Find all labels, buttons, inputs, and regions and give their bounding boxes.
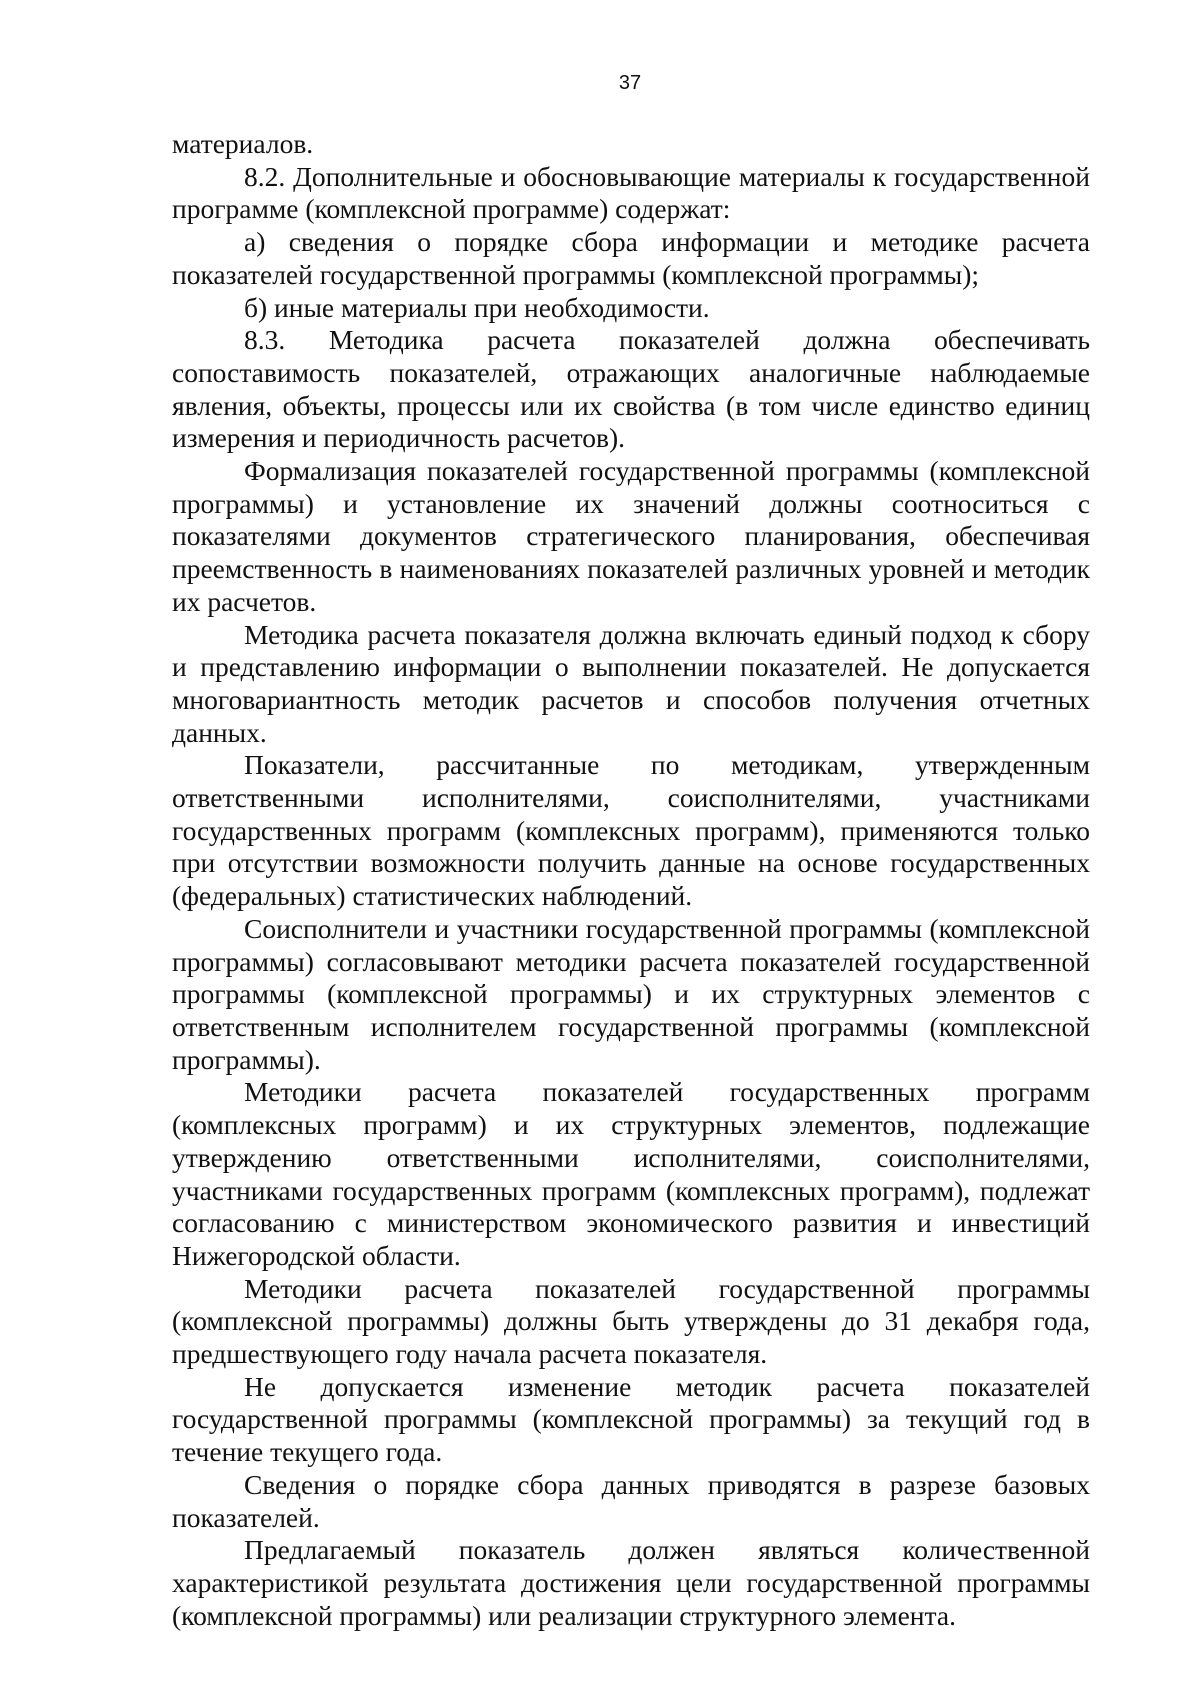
paragraph-approval: Методики расчета показателей государственных программ (комплексных программ) и их структурных элементов, подлежащие утверждению ответственными исполнителями, соисполнителями, участниками государственных программ (комплексных программ), подлежат согласованию с министерством экономического развития и инвестиций Нижегородской области. [172,1076,1090,1271]
paragraph-indicators: Показатели, рассчитанные по методикам, утвержденным ответственными исполнителями, соисполнителями, участниками государственных программ (комплексных программ), применяются только при отсутствии возможности получить данные на основе государственных (федеральных) статистических наблюдений. [172,749,1090,912]
paragraph-methodology: Методика расчета показателя должна включать единый подход к сбору и представлению информации о выполнении показателей. Не допускается многовариантность методик расчетов и способов получения отчетных данных. [172,618,1090,748]
paragraph-8-3: 8.3. Методика расчета показателей должна обеспечивать сопоставимость показателей, отражающих аналогичные наблюдаемые явления, объекты, процессы или их свойства (в том числе единство единиц измерения и периодичность расчетов). [172,324,1090,454]
paragraph-deadline: Методики расчета показателей государственной программы (комплексной программы) должны быть утверждены до 31 декабря года, предшествующего году начала расчета показателя. [172,1272,1090,1370]
paragraph-proposed-indicator: Предлагаемый показатель должен являться количественной характеристикой результата достижения цели государственной программы (комплексной программы) или реализации структурного элемента. [172,1534,1090,1631]
paragraph-item-a: а) сведения о порядке сбора информации и методике расчета показателей государственной программы (комплексной программы); [172,226,1090,290]
paragraph-formalization: Формализация показателей государственной программы (комплексной программы) и установление их значений должны соотноситься с показателями документов стратегического планирования, обеспечивая преемственность в наименованиях показателей различных уровней и методик их расчетов. [172,455,1090,617]
paragraph-continuation: материалов. [172,128,314,159]
document-body [172,128,1090,1632]
paragraph-no-change: Не допускается изменение методик расчета показателей государственной программы (комплексной программы) за текущий год в течение текущего года. [172,1370,1090,1468]
paragraph-item-b: б) иные материалы при необходимости. [244,291,710,323]
paragraph-coexecutors: Соисполнители и участники государственной программы (комплексной программы) согласовывают методики расчета показателей государственной программы (комплексной программы) и их структурных элементов с ответственным исполнителем государственной программы (комплексной программы). [172,912,1090,1075]
paragraph-data-collection: Сведения о порядке сбора данных приводятся в разрезе базовых показателей. [172,1468,1090,1533]
page-number: 37 [618,72,642,94]
paragraph-8-2: 8.2. Дополнительные и обосновывающие материалы к государственной программе (комплексной программе) содержат: [172,160,1090,225]
